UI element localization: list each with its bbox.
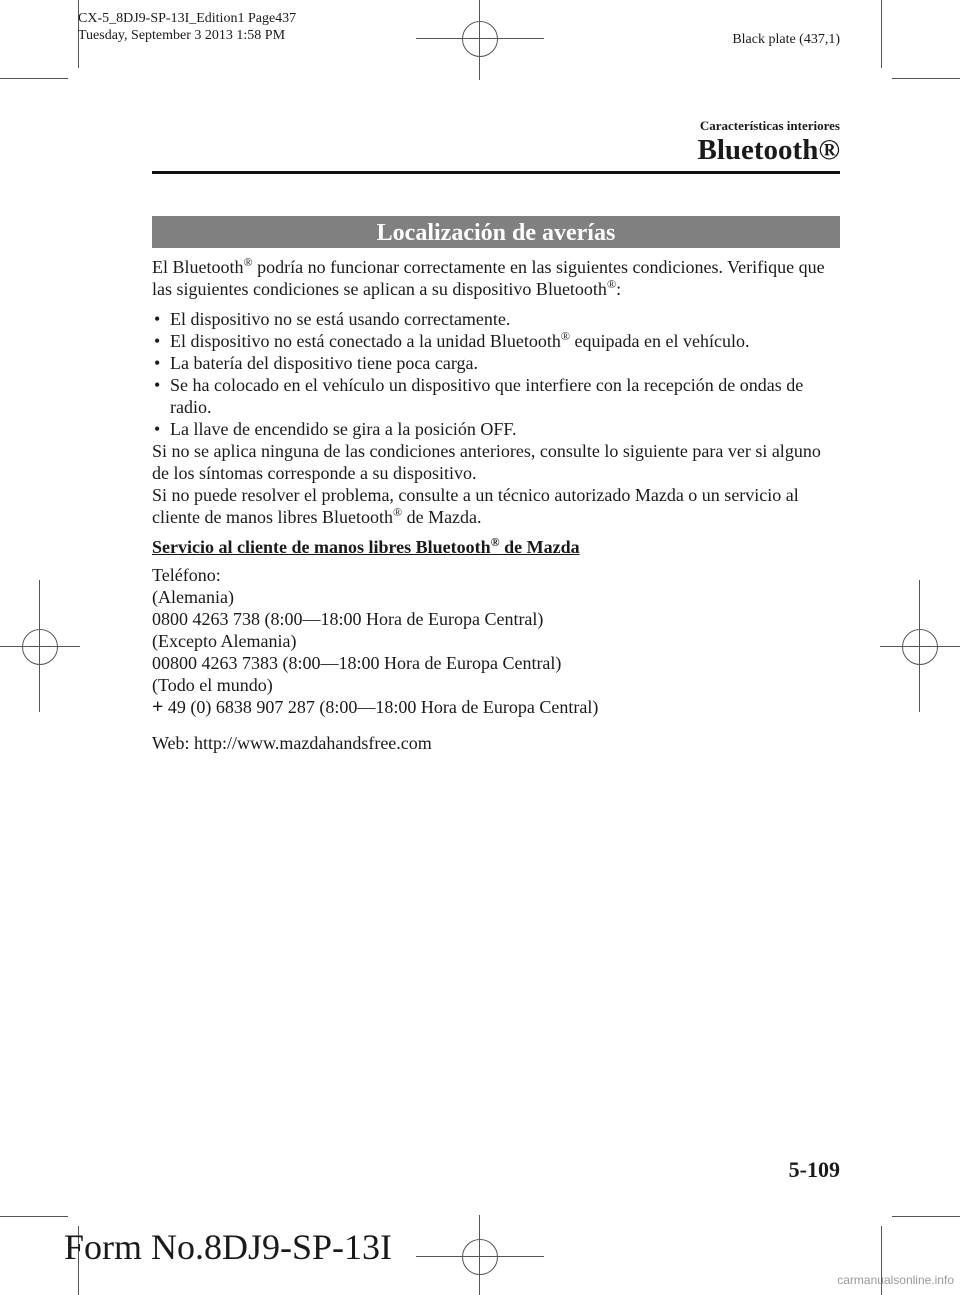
service-heading: Servicio al cliente de manos libres Bluetooth® de Mazda — [152, 535, 580, 557]
print-timestamp: Tuesday, September 3 2013 1:58 PM — [78, 28, 286, 43]
region-label: (Alemania) — [152, 587, 234, 607]
list-item: • La batería del dispositivo tiene poca carga. — [152, 352, 840, 374]
crop-mark — [892, 78, 960, 79]
chapter-title: Bluetooth® — [697, 134, 840, 166]
phone-number: 00800 4263 7383 (8:00―18:00 Hora de Europa Central) — [152, 653, 562, 673]
web-address: Web: http://www.mazdahandsfree.com — [152, 733, 432, 753]
print-job-name: CX-5_8DJ9-SP-13I_Edition1 Page437 — [78, 11, 297, 26]
phone-number: 0800 4263 738 (8:00―18:00 Hora de Europa Central) — [152, 609, 544, 629]
list-item: • La llave de encendido se gira a la posición OFF. — [152, 418, 840, 440]
contact-block — [152, 564, 840, 754]
crop-mark — [881, 0, 882, 68]
page-body — [152, 256, 840, 754]
page-number: 5-109 — [788, 1157, 840, 1182]
list-item: • Se ha colocado en el vehículo un dispositivo que interfiere con la recepción de ondas de radio. — [152, 374, 840, 418]
intro-paragraph: El Bluetooth® podría no funcionar correctamente en las siguientes condiciones. Verifique que las siguientes condiciones se aplican a su dispositivo Bluetooth®: — [152, 255, 825, 299]
registration-mark — [416, 0, 544, 80]
crop-mark — [0, 1216, 68, 1217]
region-label: (Excepto Alemania) — [152, 631, 297, 651]
phone-label: Teléfono: — [152, 565, 221, 585]
list-item: • El dispositivo no está conectado a la unidad Bluetooth® equipada en el vehículo. — [152, 330, 840, 352]
print-metadata — [78, 10, 296, 44]
crop-mark — [0, 78, 68, 79]
crop-mark — [892, 1216, 960, 1217]
watermark: carmanualsonline.info — [837, 1273, 954, 1287]
form-number: Form No.8DJ9-SP-13I — [64, 1227, 393, 1267]
section-label: Características interiores — [699, 118, 840, 133]
plus-icon: + — [152, 696, 164, 718]
registration-mark — [416, 1215, 544, 1295]
registration-mark — [880, 580, 960, 712]
plate-label: Black plate (437,1) — [732, 32, 840, 47]
header-rule — [152, 171, 840, 174]
symptoms-paragraph: Si no se aplica ninguna de las condiciones anteriores, consulte lo siguiente para ver si alguno de los síntomas corresponde a su dispositivo. — [152, 441, 821, 483]
list-item: • El dispositivo no se está usando correctamente. — [152, 308, 840, 330]
support-paragraph: Si no puede resolver el problema, consulte a un técnico autorizado Mazda o un servicio al cliente de manos libres Bluetooth® de Mazda. — [152, 485, 799, 527]
region-label: (Todo el mundo) — [152, 675, 273, 695]
phone-number: + 49 (0) 6838 907 287 (8:00―18:00 Hora de Europa Central) — [152, 696, 599, 718]
registration-mark — [0, 580, 80, 712]
section-title: Localización de averías — [152, 216, 840, 248]
